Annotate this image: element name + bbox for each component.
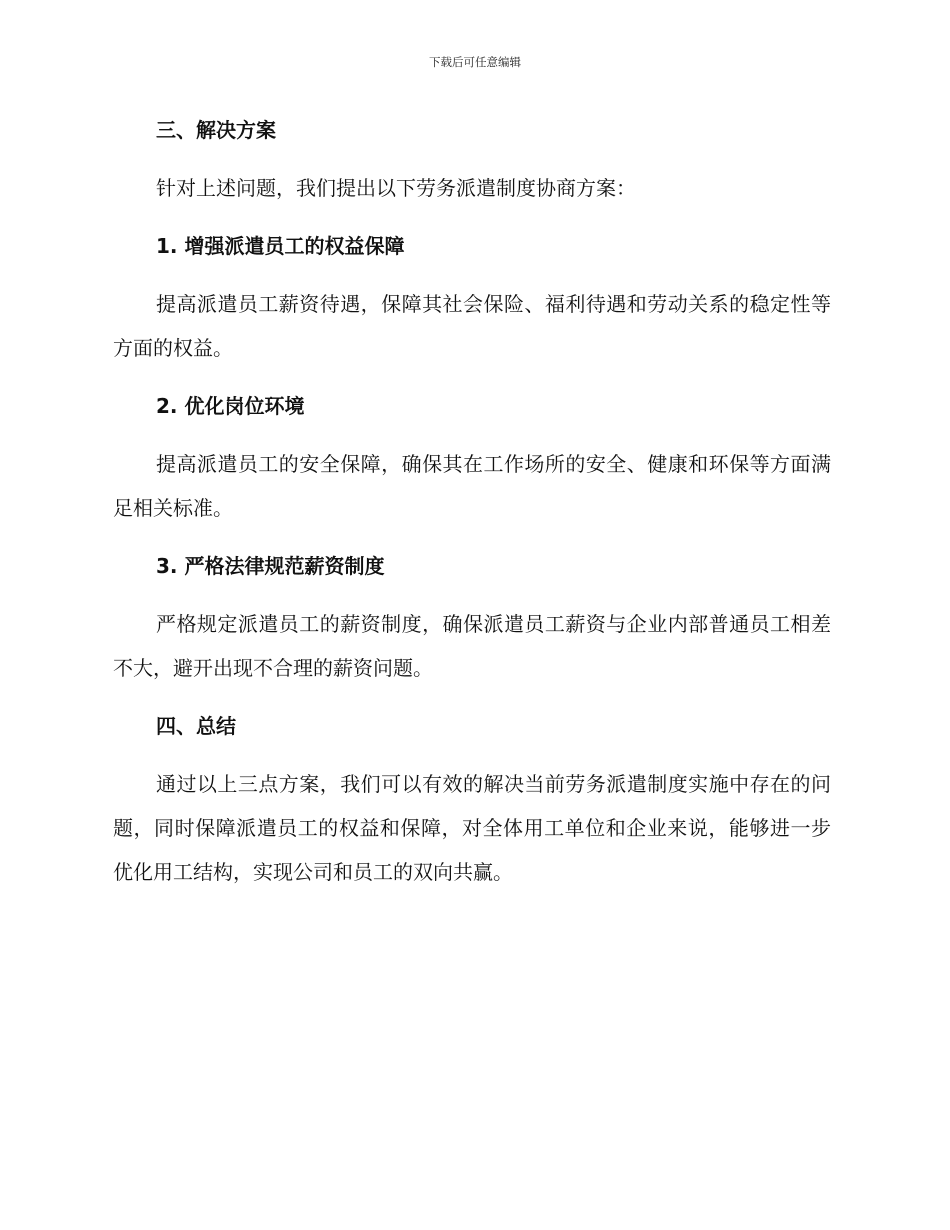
item-1-paragraph: 提高派遣员工薪资待遇，保障其社会保险、福利待遇和劳动关系的稳定性等方面的权益。	[113, 292, 831, 360]
item-1-heading: 1. 增强派遣员工的权益保障	[156, 234, 405, 258]
item-2-heading: 2. 优化岗位环境	[156, 394, 305, 418]
item-3-paragraph: 严格规定派遣员工的薪资制度，确保派遣员工薪资与企业内部普通员工相差不大，避开出现不合理的薪资问题。	[113, 612, 831, 680]
section-heading-summary: 四、总结	[156, 714, 236, 738]
solutions-intro-paragraph: 针对上述问题，我们提出以下劳务派遣制度协商方案：	[156, 176, 636, 200]
section-heading-solutions: 三、解决方案	[156, 118, 276, 142]
item-2-paragraph: 提高派遣员工的安全保障，确保其在工作场所的安全、健康和环保等方面满足相关标准。	[113, 452, 831, 520]
item-3-heading: 3. 严格法律规范薪资制度	[156, 554, 385, 578]
summary-paragraph: 通过以上三点方案，我们可以有效的解决当前劳务派遣制度实施中存在的问题，同时保障派遣员工的权益和保障，对全体用工单位和企业来说，能够进一步优化用工结构，实现公司和员工的双向共赢。	[113, 772, 831, 884]
document-body	[113, 110, 831, 894]
page-header-note: 下载后可任意编辑	[429, 55, 521, 69]
